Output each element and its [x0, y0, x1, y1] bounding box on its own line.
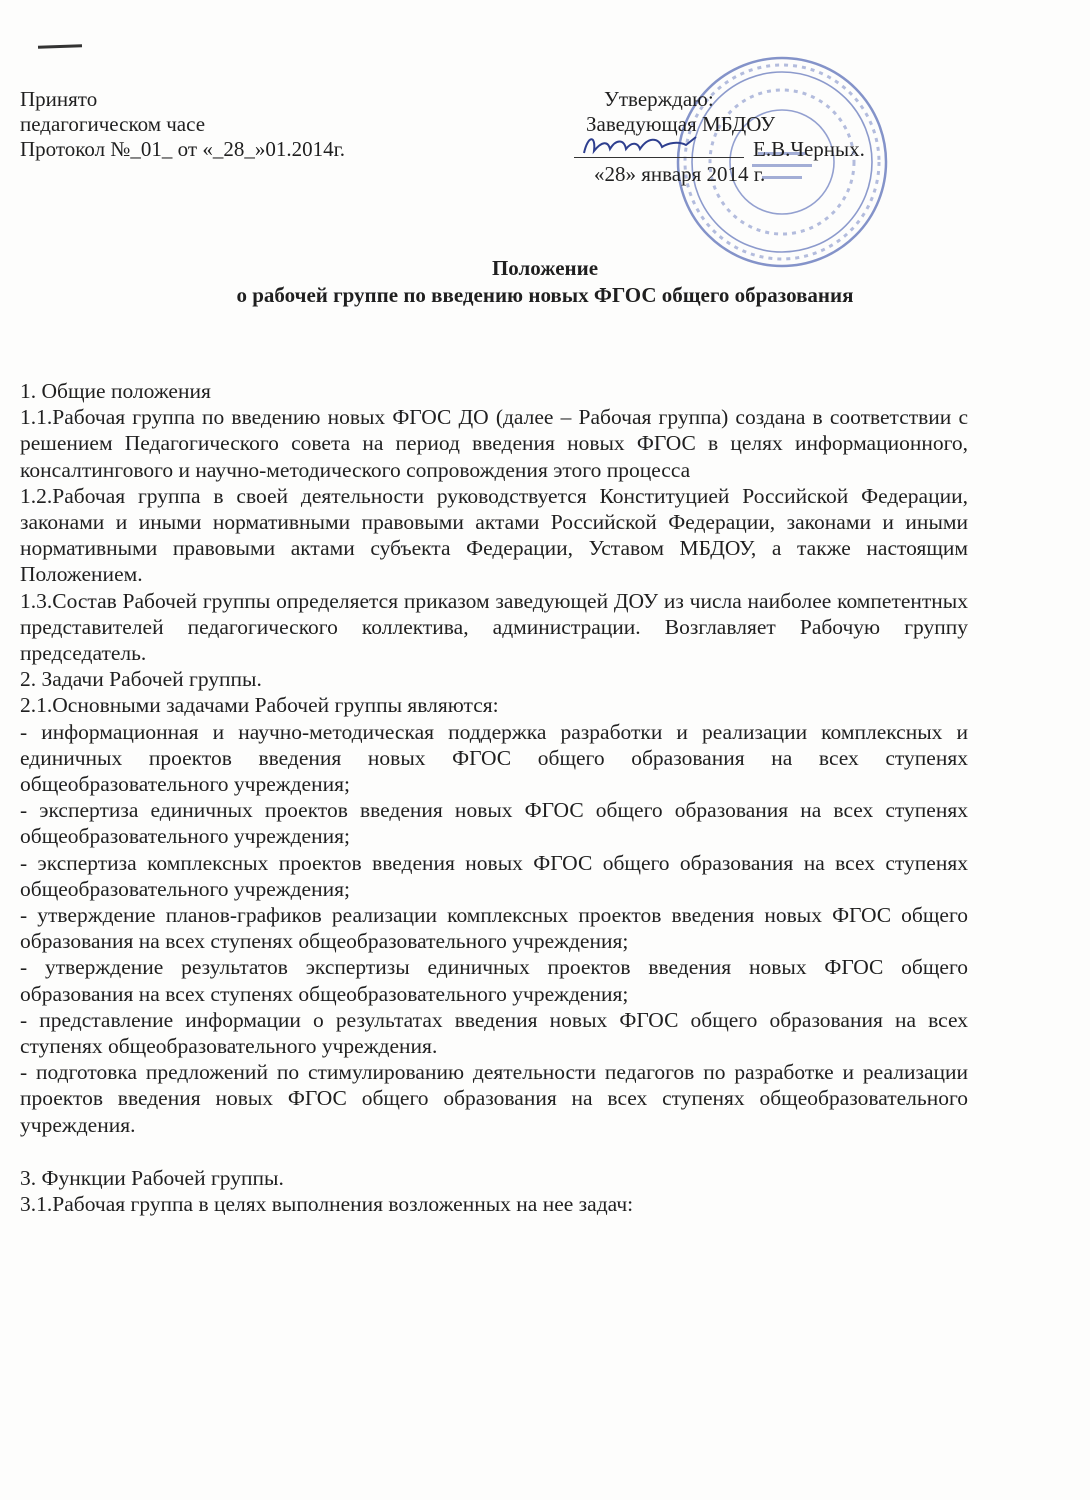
paragraph: 3.1.Рабочая группа в целях выполнения возложенных на нее задач:: [20, 1192, 634, 1217]
list-item: - подготовка предложений по стимулированию деятельности педагогов по разработке и реализации проектов введения новых ФГОС общего образования на всех ступенях общеобразовательного учреждения.: [20, 1060, 968, 1137]
list-item: - утверждение результатов экспертизы единичных проектов введения новых ФГОС общего образования на всех ступенях общеобразовательного учреждения;: [20, 955, 968, 1006]
signature-row: [586, 137, 906, 162]
section-heading: 3. Функции Рабочей группы.: [20, 1165, 284, 1190]
signature-line: [574, 137, 744, 158]
accepted-block: [20, 87, 345, 162]
paragraph: 1.1.Рабочая группа по введению новых ФГОС ДО (далее – Рабочая группа) создана в соответствии с решением Педагогического совета на период введения новых ФГОС в целях информационного, консалтингового и научно-методического сопровождения этого процесса: [20, 405, 968, 482]
list-item: - экспертиза комплексных проектов введения новых ФГОС общего образования на всех ступенях общеобразовательного учреждения;: [20, 850, 968, 901]
list-item: - информационная и научно-методическая поддержка разработки и реализации комплексных и единичных проектов введения новых ФГОС общего образования на всех ступенях общеобразовательного учреждения;: [20, 719, 968, 797]
document-title: Положение: [491, 256, 599, 280]
protocol-line: Протокол №_01_ от «_28_»01.2014г.: [20, 137, 346, 161]
approval-date: «28» января 2014 г.: [594, 162, 766, 186]
corner-mark: [38, 44, 82, 49]
paragraph: 1.2.Рабочая группа в своей деятельности руководствуется Конституцией Российской Федерации, законами и иными нормативными правовыми актами Российской Федерации, законами и иными нормативными правовыми актами субъекта Федерации, Уставом МБДОУ, а также настоящим Положением.: [20, 483, 968, 587]
accepted-label: Принято: [20, 87, 98, 111]
approve-label: Утверждаю:: [604, 87, 714, 111]
paragraph: 1.3.Состав Рабочей группы определяется приказом заведующей ДОУ из числа наиболее компетентных представителей педагогического коллектива, администрации. Возглавляет Рабочую группу председатель.: [20, 588, 968, 666]
section-heading: 2. Задачи Рабочей группы.: [20, 667, 262, 692]
signature-icon: [574, 131, 744, 161]
approver-name: Е.В.Черных.: [753, 137, 865, 161]
section-heading: 1. Общие положения: [20, 379, 211, 403]
document-body: [20, 378, 968, 1217]
document-subtitle: о рабочей группе по введению новых ФГОС общего образования: [236, 283, 854, 307]
section-gap: [20, 1138, 968, 1165]
paragraph: 2.1.Основными задачами Рабочей группы являются:: [20, 693, 499, 718]
approver-position: Заведующая МБДОУ: [586, 112, 776, 136]
list-item: - утверждение планов-графиков реализации комплексных проектов введения новых ФГОС общего образования на всех ступенях общеобразовательного учреждения;: [20, 903, 968, 954]
list-item: - экспертиза единичных проектов введения новых ФГОС общего образования на всех ступенях общеобразовательного учреждения;: [20, 798, 968, 849]
approval-block: [586, 87, 906, 187]
accepted-body: педагогическом часе: [20, 112, 206, 136]
list-item: - представление информации о результатах введения новых ФГОС общего образования на всех ступенях общеобразовательного учреждения.: [20, 1007, 968, 1059]
